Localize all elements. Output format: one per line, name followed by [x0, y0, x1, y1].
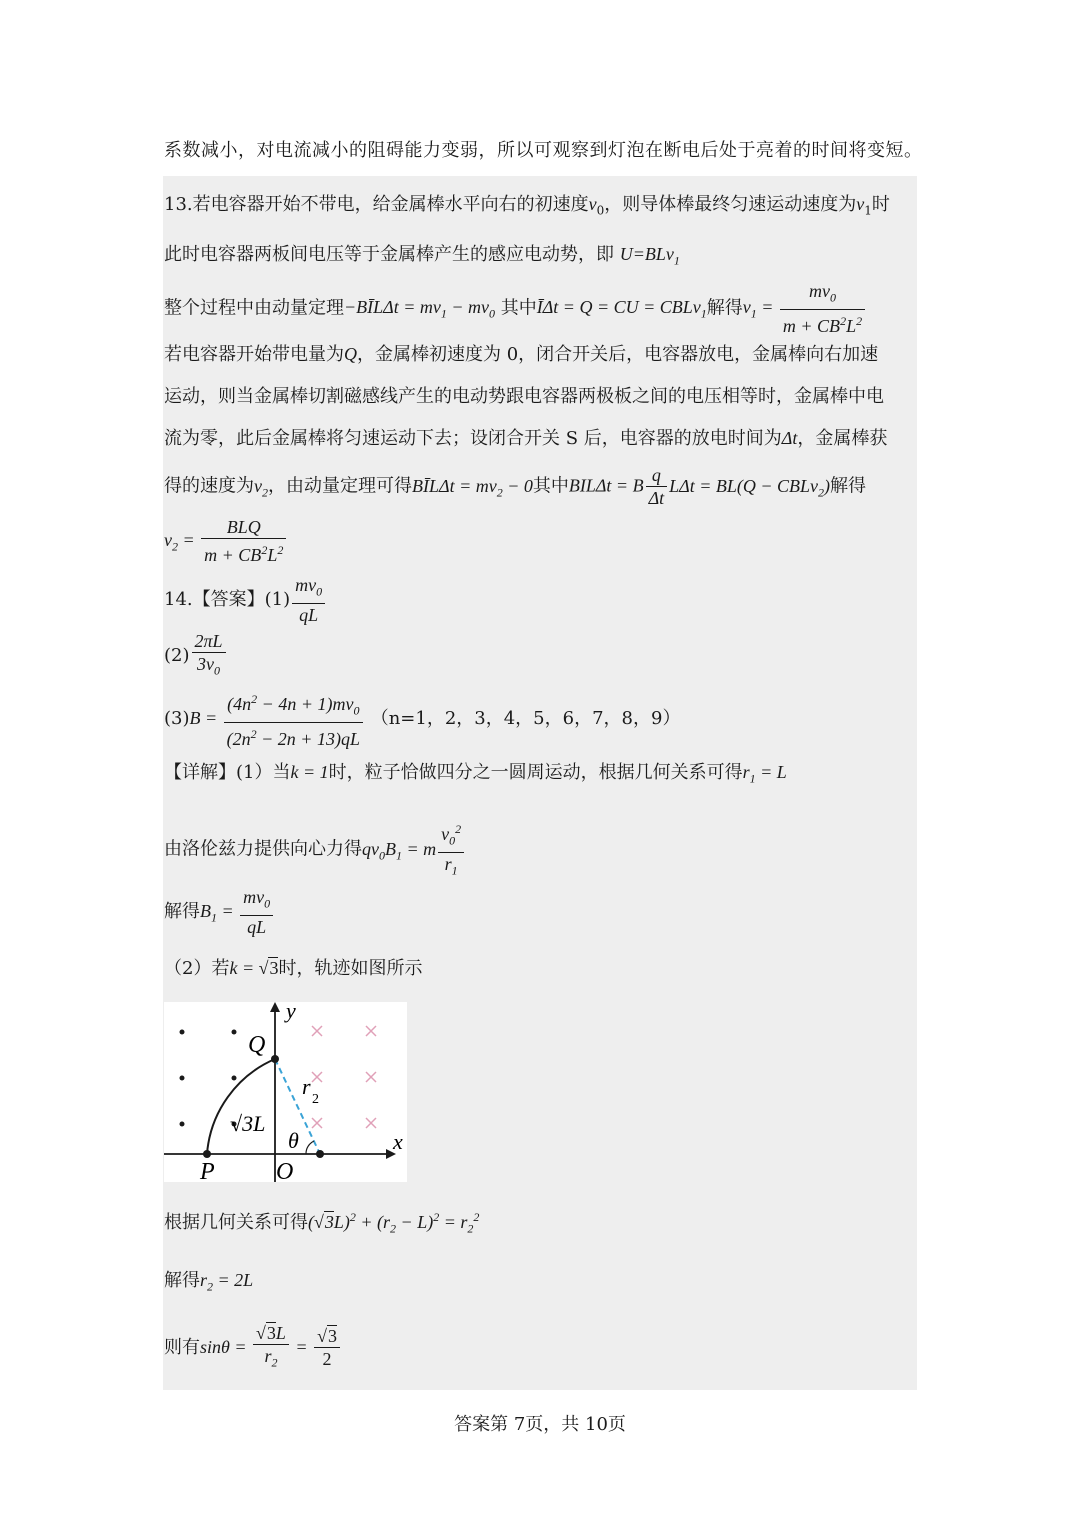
q13-line-6: 流为零，此后金属棒将匀速运动下去；设闭合开关 S 后，电容器的放电时间为Δt，金属棒获	[164, 428, 888, 449]
q13-line-7: 得的速度为$v_2$，由动量定理可得BĪLΔt = $mv_2 - 0$其中BILΔt = B $\frac{q}{\Delta t}$ LΔt = BL(Q − CBLv$_2$)解得	[164, 465, 867, 508]
q14-sin-theta: 则有sinθ = $\frac{√3L}{r_2}$ = $\frac{√3}{2}$	[164, 1322, 342, 1374]
q13-line-1: 13.若电容器开始不带电，给金属棒水平向右的初速度$v_0$，则导体棒最终匀速运动速度为$v_1$时	[164, 194, 890, 218]
q13-result-v2: $v_2$ = $\frac{\text{BLQ}}{m + CB^2L^2}$	[164, 516, 288, 566]
point-q	[271, 1055, 279, 1063]
o-label: O	[276, 1159, 294, 1182]
q14-lorentz: 由洛伦兹力提供向心力得$qv_0B_1 = m$ $\frac{v_0^2}{r_1}$	[164, 818, 466, 881]
y-axis-arrow	[270, 1002, 280, 1012]
field-dot	[232, 1076, 237, 1081]
q-label: Q	[248, 1032, 266, 1058]
q14-answer-3: (3)B = $\frac{(4n^2 - 4n + 1)mv_0}{(2n^2 - 2n + 13)qL}$ （n=1，2，3，4，5，6，7，8，9）	[164, 688, 680, 750]
point-center	[316, 1150, 324, 1158]
field-crosses	[312, 1026, 376, 1128]
field-dot	[180, 1076, 185, 1081]
p-label: P	[200, 1159, 215, 1182]
y-label: y	[286, 1002, 296, 1023]
trajectory-diagram	[164, 1002, 407, 1182]
field-dot	[180, 1122, 185, 1127]
x-label: x	[393, 1129, 403, 1154]
q14-solve-r2: 解得$r_2 = 2L$	[164, 1270, 254, 1294]
r2-label: r	[302, 1074, 311, 1099]
q14-case-2: （2）若k = √3时，轨迹如图所示	[164, 958, 423, 979]
q13-line-5: 运动，则当金属棒切割磁感线产生的电动势跟电容器两极板之间的电压相等时，金属棒中电	[164, 386, 884, 407]
page-footer: 答案第 7页，共 10页	[454, 1414, 626, 1435]
q13-line-4: 若电容器开始带电量为Q，金属棒初速度为 0，闭合开关后，电容器放电，金属棒向右加速	[164, 344, 879, 365]
q14-solve-b1: 解得$B_1$ = $\frac{mv_0}{qL}$	[164, 886, 275, 938]
r2-subscript: 2	[312, 1092, 319, 1107]
field-dot	[180, 1030, 185, 1035]
q14-geometry: 根据几何关系可得$(√3L)^2 + (r_2 - L)^2 = r_2^2$	[164, 1210, 480, 1236]
trajectory-figure	[164, 1002, 407, 1182]
q13-line-2: 此时电容器两板间电压等于金属棒产生的感应电动势，即 U=BLv$_1$	[164, 244, 680, 268]
q14-answer-1: 14.【答案】(1) $\frac{mv_0}{qL}$	[164, 574, 327, 626]
theta-label: θ	[288, 1128, 299, 1153]
q13-line-3: 整个过程中由动量定理−BĪLΔt = $mv_1 - mv_0$ 其中ĪΔt = Q = CU = CBLv$_1$解得$v_1$ = $\frac{mv_0}{m + CB^2L^2}$	[164, 280, 867, 337]
q14-answer-2: (2) $\frac{2\pi L}{3v_0}$	[164, 630, 228, 682]
field-dot	[232, 1030, 237, 1035]
theta-arc	[306, 1141, 314, 1154]
q14-detail-1: 【详解】(1）当k = 1时，粒子恰做四分之一圆周运动，根据几何关系可得$r_1 = L$	[164, 762, 787, 786]
sqrt3l-label: √3L	[230, 1111, 266, 1136]
point-p	[203, 1150, 211, 1158]
trajectory-arc	[207, 1059, 275, 1154]
continued-text-line: 系数减小，对电流减小的阻碍能力变弱，所以可观察到灯泡在断电后处于亮着的时间将变短。	[164, 140, 923, 161]
